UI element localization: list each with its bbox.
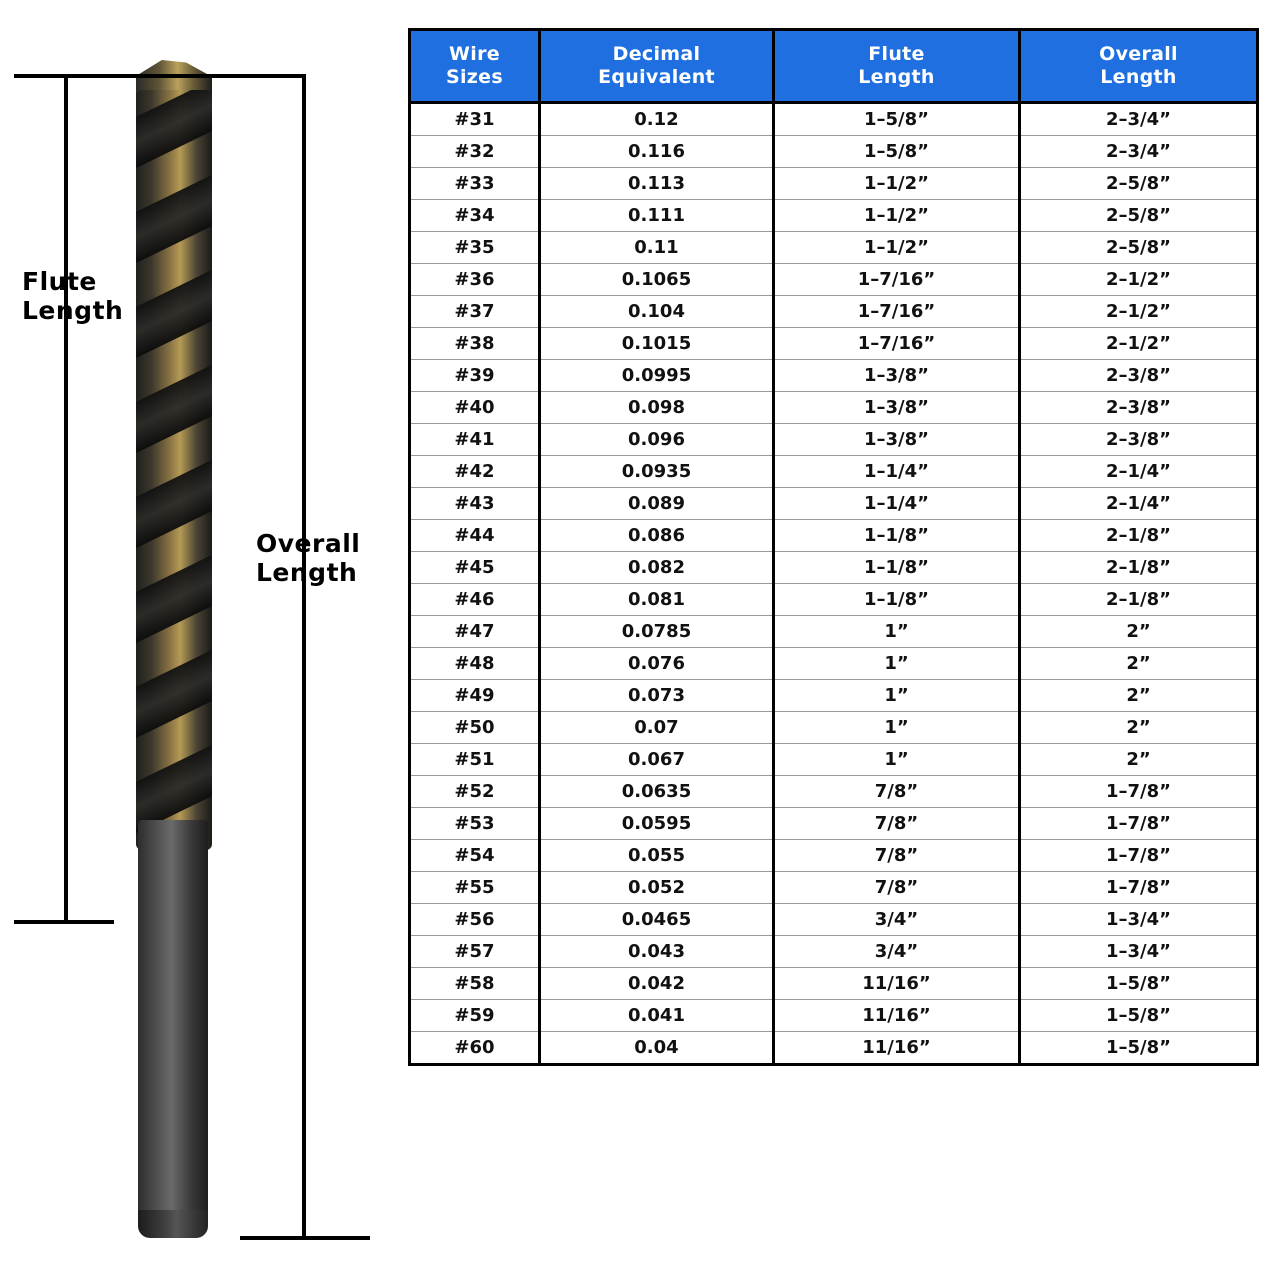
cell-decimal-equivalent: 0.0465 [540, 903, 774, 935]
cell-overall-length: 2–5/8” [1020, 199, 1258, 231]
cell-overall-length: 1–5/8” [1020, 967, 1258, 999]
column-header-wire-sizes [410, 30, 540, 103]
cell-decimal-equivalent: 0.111 [540, 199, 774, 231]
column-header-decimal-equivalent-line1: Decimal [612, 43, 701, 65]
cell-decimal-equivalent: 0.0595 [540, 807, 774, 839]
cell-decimal-equivalent: 0.076 [540, 647, 774, 679]
cell-overall-length: 2–1/8” [1020, 519, 1258, 551]
cell-decimal-equivalent: 0.096 [540, 423, 774, 455]
cell-overall-length: 1–5/8” [1020, 1031, 1258, 1064]
flute-length-label-line2: Length [22, 295, 124, 325]
cell-flute-length: 1–1/4” [774, 455, 1020, 487]
cell-wire-size: #40 [410, 391, 540, 423]
table-row [410, 551, 1258, 583]
cell-decimal-equivalent: 0.0635 [540, 775, 774, 807]
cell-overall-length: 2–3/8” [1020, 391, 1258, 423]
column-header-overall-length-line2: Length [1100, 65, 1177, 88]
drill-bit-shank [138, 820, 208, 1235]
table-row [410, 487, 1258, 519]
cell-flute-length: 7/8” [774, 807, 1020, 839]
cell-flute-length: 11/16” [774, 1031, 1020, 1064]
table-row [410, 839, 1258, 871]
column-header-overall-length-line1: Overall [1099, 43, 1178, 65]
cell-decimal-equivalent: 0.098 [540, 391, 774, 423]
flute-length-label [22, 268, 123, 326]
cell-flute-length: 1–3/8” [774, 423, 1020, 455]
table-row [410, 807, 1258, 839]
cell-overall-length: 1–3/4” [1020, 935, 1258, 967]
cell-overall-length: 2” [1020, 615, 1258, 647]
cell-flute-length: 1–7/16” [774, 295, 1020, 327]
column-header-overall-length [1020, 30, 1258, 103]
cell-overall-length: 2–1/8” [1020, 551, 1258, 583]
cell-decimal-equivalent: 0.0935 [540, 455, 774, 487]
cell-overall-length: 2–5/8” [1020, 231, 1258, 263]
column-header-wire-sizes-line1: Wire [449, 43, 500, 65]
cell-decimal-equivalent: 0.067 [540, 743, 774, 775]
cell-decimal-equivalent: 0.041 [540, 999, 774, 1031]
cell-overall-length: 2–1/2” [1020, 327, 1258, 359]
cell-overall-length: 2–5/8” [1020, 167, 1258, 199]
column-header-decimal-equivalent-line2: Equivalent [598, 65, 715, 88]
cell-overall-length: 1–5/8” [1020, 999, 1258, 1031]
column-header-flute-length-line2: Length [858, 65, 935, 88]
cell-wire-size: #49 [410, 679, 540, 711]
cell-wire-size: #52 [410, 775, 540, 807]
drill-bit-flutes [136, 90, 212, 850]
cell-wire-size: #42 [410, 455, 540, 487]
cell-flute-length: 1–3/8” [774, 359, 1020, 391]
cell-wire-size: #57 [410, 935, 540, 967]
cell-decimal-equivalent: 0.04 [540, 1031, 774, 1064]
drill-bit-illustration [0, 0, 400, 1280]
cell-wire-size: #47 [410, 615, 540, 647]
table-row [410, 615, 1258, 647]
cell-flute-length: 1–7/16” [774, 263, 1020, 295]
cell-wire-size: #43 [410, 487, 540, 519]
cell-flute-length: 1–1/4” [774, 487, 1020, 519]
cell-wire-size: #44 [410, 519, 540, 551]
cell-wire-size: #35 [410, 231, 540, 263]
cell-wire-size: #59 [410, 999, 540, 1031]
cell-flute-length: 11/16” [774, 967, 1020, 999]
cell-flute-length: 11/16” [774, 999, 1020, 1031]
cell-wire-size: #39 [410, 359, 540, 391]
cell-wire-size: #38 [410, 327, 540, 359]
cell-decimal-equivalent: 0.0785 [540, 615, 774, 647]
table-row [410, 871, 1258, 903]
cell-decimal-equivalent: 0.1015 [540, 327, 774, 359]
drill-bit-graphic [120, 60, 230, 1235]
cell-wire-size: #41 [410, 423, 540, 455]
cell-wire-size: #58 [410, 967, 540, 999]
cell-wire-size: #46 [410, 583, 540, 615]
cell-decimal-equivalent: 0.104 [540, 295, 774, 327]
table-row [410, 679, 1258, 711]
cell-flute-length: 1” [774, 743, 1020, 775]
cell-flute-length: 1–1/2” [774, 231, 1020, 263]
table-body [410, 102, 1258, 1064]
cell-flute-length: 1–1/2” [774, 167, 1020, 199]
cell-wire-size: #37 [410, 295, 540, 327]
cell-decimal-equivalent: 0.086 [540, 519, 774, 551]
cell-overall-length: 1–7/8” [1020, 839, 1258, 871]
cell-decimal-equivalent: 0.0995 [540, 359, 774, 391]
overall-length-label [256, 530, 360, 588]
cell-decimal-equivalent: 0.11 [540, 231, 774, 263]
table-row [410, 519, 1258, 551]
cell-flute-length: 1–5/8” [774, 102, 1020, 135]
cell-overall-length: 1–7/8” [1020, 775, 1258, 807]
column-header-flute-length [774, 30, 1020, 103]
cell-flute-length: 1” [774, 647, 1020, 679]
cell-overall-length: 1–7/8” [1020, 871, 1258, 903]
cell-overall-length: 2–3/8” [1020, 423, 1258, 455]
cell-flute-length: 1–1/8” [774, 551, 1020, 583]
cell-decimal-equivalent: 0.052 [540, 871, 774, 903]
flute-dim-bottom-tick [14, 920, 114, 924]
overall-length-label-line1: Overall [256, 529, 361, 558]
cell-flute-length: 1–5/8” [774, 135, 1020, 167]
table-header [410, 30, 1258, 103]
flute-dim-top-tick [14, 74, 304, 78]
table-row [410, 1031, 1258, 1064]
table-row [410, 423, 1258, 455]
table-row [410, 935, 1258, 967]
column-header-flute-length-line1: Flute [868, 43, 925, 65]
cell-flute-length: 7/8” [774, 775, 1020, 807]
cell-wire-size: #53 [410, 807, 540, 839]
cell-wire-size: #33 [410, 167, 540, 199]
table-row [410, 263, 1258, 295]
cell-wire-size: #51 [410, 743, 540, 775]
cell-overall-length: 2–1/4” [1020, 487, 1258, 519]
cell-flute-length: 7/8” [774, 871, 1020, 903]
cell-flute-length: 1–1/8” [774, 583, 1020, 615]
table-row [410, 775, 1258, 807]
cell-flute-length: 3/4” [774, 903, 1020, 935]
flute-length-label-line1: Flute [22, 267, 97, 296]
overall-length-label-line2: Length [256, 557, 358, 587]
table-row [410, 743, 1258, 775]
cell-decimal-equivalent: 0.07 [540, 711, 774, 743]
cell-flute-length: 7/8” [774, 839, 1020, 871]
cell-overall-length: 2–3/4” [1020, 102, 1258, 135]
table-row [410, 647, 1258, 679]
cell-flute-length: 1–1/8” [774, 519, 1020, 551]
table-row [410, 967, 1258, 999]
table-row [410, 327, 1258, 359]
cell-flute-length: 1” [774, 679, 1020, 711]
cell-overall-length: 2–1/2” [1020, 295, 1258, 327]
cell-decimal-equivalent: 0.113 [540, 167, 774, 199]
cell-wire-size: #34 [410, 199, 540, 231]
table-row [410, 455, 1258, 487]
cell-decimal-equivalent: 0.055 [540, 839, 774, 871]
table-row [410, 583, 1258, 615]
cell-overall-length: 2–3/4” [1020, 135, 1258, 167]
cell-overall-length: 2” [1020, 711, 1258, 743]
cell-overall-length: 2–1/4” [1020, 455, 1258, 487]
cell-decimal-equivalent: 0.089 [540, 487, 774, 519]
cell-flute-length: 1–1/2” [774, 199, 1020, 231]
flute-dim-line [64, 74, 68, 924]
cell-decimal-equivalent: 0.073 [540, 679, 774, 711]
cell-overall-length: 2–3/8” [1020, 359, 1258, 391]
wire-size-table [408, 28, 1259, 1066]
table-row [410, 903, 1258, 935]
cell-wire-size: #54 [410, 839, 540, 871]
cell-wire-size: #60 [410, 1031, 540, 1064]
cell-flute-length: 1” [774, 615, 1020, 647]
table-row [410, 102, 1258, 135]
overall-dim-bottom-tick [240, 1236, 370, 1240]
table-row [410, 135, 1258, 167]
cell-flute-length: 1–7/16” [774, 327, 1020, 359]
drill-bit-shank-end [138, 1210, 208, 1238]
table-row [410, 231, 1258, 263]
cell-decimal-equivalent: 0.043 [540, 935, 774, 967]
cell-overall-length: 1–3/4” [1020, 903, 1258, 935]
column-header-wire-sizes-line2: Sizes [446, 65, 503, 88]
cell-wire-size: #36 [410, 263, 540, 295]
cell-decimal-equivalent: 0.116 [540, 135, 774, 167]
cell-decimal-equivalent: 0.12 [540, 102, 774, 135]
cell-wire-size: #45 [410, 551, 540, 583]
cell-decimal-equivalent: 0.1065 [540, 263, 774, 295]
cell-overall-length: 2–1/8” [1020, 583, 1258, 615]
cell-flute-length: 3/4” [774, 935, 1020, 967]
cell-decimal-equivalent: 0.042 [540, 967, 774, 999]
cell-wire-size: #56 [410, 903, 540, 935]
cell-overall-length: 2–1/2” [1020, 263, 1258, 295]
cell-overall-length: 1–7/8” [1020, 807, 1258, 839]
cell-flute-length: 1” [774, 711, 1020, 743]
table-row [410, 359, 1258, 391]
cell-flute-length: 1–3/8” [774, 391, 1020, 423]
cell-overall-length: 2” [1020, 679, 1258, 711]
cell-decimal-equivalent: 0.081 [540, 583, 774, 615]
table-row [410, 199, 1258, 231]
cell-wire-size: #48 [410, 647, 540, 679]
table-row [410, 999, 1258, 1031]
wire-size-table-container [408, 28, 1256, 1066]
table-row [410, 391, 1258, 423]
cell-wire-size: #55 [410, 871, 540, 903]
cell-overall-length: 2” [1020, 647, 1258, 679]
table-row [410, 167, 1258, 199]
cell-wire-size: #31 [410, 102, 540, 135]
cell-wire-size: #32 [410, 135, 540, 167]
table-row [410, 295, 1258, 327]
cell-decimal-equivalent: 0.082 [540, 551, 774, 583]
cell-wire-size: #50 [410, 711, 540, 743]
cell-overall-length: 2” [1020, 743, 1258, 775]
column-header-decimal-equivalent [540, 30, 774, 103]
overall-dim-line [302, 74, 306, 1239]
table-header-row [410, 30, 1258, 103]
table-row [410, 711, 1258, 743]
